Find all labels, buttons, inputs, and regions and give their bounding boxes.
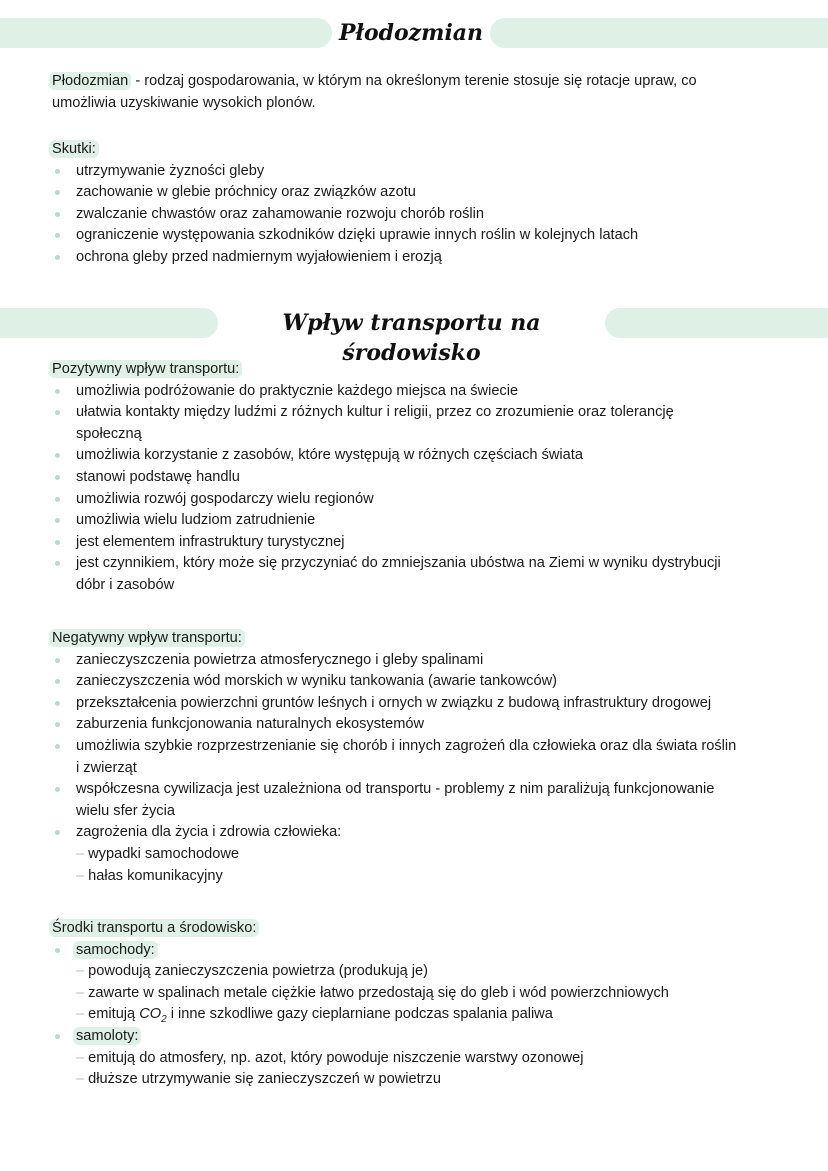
list-item: umożliwia podróżowanie do praktycznie każdego miejsca na świecie: [52, 381, 808, 403]
list-item: umożliwia rozwój gospodarczy wielu regionów: [52, 489, 808, 511]
bullet-icon: [55, 233, 60, 238]
bullet-icon: [55, 948, 60, 953]
positive-label: Pozytywny wpływ transportu:: [49, 360, 242, 378]
sub-item: – zawarte w spalinach metale ciężkie łatwo przedostają się do gleb i wód powierzchniowych: [76, 984, 669, 1001]
list-item: zachowanie w glebie próchnicy oraz związków azotu: [52, 182, 808, 204]
title-bar-left: [0, 18, 332, 48]
co2-formula: $CO_2$: [139, 1006, 167, 1026]
list-item: zanieczyszczenia wód morskich w wyniku tankowania (awarie tankowców): [52, 671, 808, 693]
dash-icon: –: [76, 984, 85, 1001]
bullet-icon: [55, 255, 60, 260]
bullet-icon: [55, 679, 60, 684]
list-item-cont: i zwierząt: [76, 759, 137, 776]
list-item: jest elementem infrastruktury turystycznej: [52, 532, 808, 554]
definition-text-cont: umożliwia uzyskiwanie wysokich plonów.: [52, 94, 316, 111]
sub-item: – hałas komunikacyjny: [76, 867, 223, 884]
bullet-icon: [55, 540, 60, 545]
title-bar-right: [605, 308, 828, 338]
effects-label: Skutki:: [49, 140, 99, 158]
bullet-icon: [55, 561, 60, 566]
bullet-icon: [55, 787, 60, 792]
list-item: zaburzenia funkcjonowania naturalnych ekosystemów: [52, 714, 808, 736]
definition: [52, 71, 808, 114]
list-item: samoloty:: [52, 1026, 808, 1048]
bullet-icon: [55, 410, 60, 415]
list-item: umożliwia wielu ludziom zatrudnienie: [52, 510, 808, 532]
title-bar-right: [490, 18, 828, 48]
dash-icon: –: [76, 963, 85, 980]
positive-list: [52, 359, 808, 597]
dash-icon: –: [76, 845, 85, 862]
list-item: ograniczenie występowania szkodników dzięki uprawie innych roślin w kolejnych latach: [52, 225, 808, 247]
bullet-icon: [55, 212, 60, 217]
title-bar-left: [0, 308, 218, 338]
definition-text: - rodzaj gospodarowania, w którym na określonym terenie stosuje się rotacje upraw, co: [131, 73, 697, 89]
term-highlight: Płodozmian: [49, 72, 131, 90]
list-item: utrzymywanie żyzności gleby: [52, 161, 808, 183]
dash-icon: –: [76, 1006, 85, 1023]
list-item: współczesna cywilizacja jest uzależniona od transportu - problemy z nim paraliżują funkcjonowanie: [52, 779, 808, 801]
list-item: zwalczanie chwastów oraz zahamowanie rozwoju chorób roślin: [52, 204, 808, 226]
bullet-icon: [55, 475, 60, 480]
list-item-cont: wielu sfer życia: [76, 802, 175, 819]
list-item: przekształcenia powierzchni gruntów leśnych i ornych w związku z budową infrastruktury drogowej: [52, 693, 808, 715]
list-item: umożliwia szybkie rozprzestrzenianie się chorób i innych zagrożeń dla człowieka oraz dla świata roślin: [52, 736, 808, 758]
list-item: stanowi podstawę handlu: [52, 467, 808, 489]
bullet-icon: [55, 722, 60, 727]
bullet-icon: [55, 744, 60, 749]
bullet-icon: [55, 830, 60, 835]
bullet-icon: [55, 190, 60, 195]
list-item: zanieczyszczenia powietrza atmosferycznego i gleby spalinami: [52, 650, 808, 672]
negative-list: [52, 628, 808, 887]
effects-list: [52, 139, 808, 269]
list-item: jest czynnikiem, który może się przyczyniać do zmniejszania ubóstwa na Ziemi w wyniku dystrybucji: [52, 553, 808, 575]
bullet-icon: [55, 518, 60, 523]
dash-icon: –: [76, 867, 85, 884]
bullet-icon: [55, 701, 60, 706]
list-item: zagrożenia dla życia i zdrowia człowieka:: [52, 822, 808, 844]
sub-item: – emitują $CO_2$ i inne szkodliwe gazy cieplarniane podczas spalania paliwa: [76, 1006, 553, 1026]
sub-item: – dłuższe utrzymywanie się zanieczyszczeń w powietrzu: [76, 1071, 441, 1088]
bullet-icon: [55, 497, 60, 502]
negative-label: Negatywny wpływ transportu:: [49, 629, 245, 647]
list-item: umożliwia korzystanie z zasobów, które występują w różnych częściach świata: [52, 445, 808, 467]
sub-item: – wypadki samochodowe: [76, 845, 240, 862]
list-item: ochrona gleby przed nadmiernym wyjałowieniem i erozją: [52, 247, 808, 269]
dash-icon: –: [76, 1071, 85, 1088]
sub-item: – emitują do atmosfery, np. azot, który powoduje niszczenie warstwy ozonowej: [76, 1049, 584, 1066]
list-item-cont: społeczną: [76, 425, 142, 442]
bullet-icon: [55, 1034, 60, 1039]
means-label: Środki transportu a środowisko:: [49, 919, 259, 937]
section-title-plodozmian: Płodozmian: [338, 20, 484, 46]
bullet-icon: [55, 453, 60, 458]
section-title-transport: Wpływ transportu na środowisko: [282, 310, 541, 366]
list-item-cont: dóbr i zasobów: [76, 576, 175, 593]
dash-icon: –: [76, 1049, 85, 1066]
bullet-icon: [55, 389, 60, 394]
bullet-icon: [55, 169, 60, 174]
sub-item: – powodują zanieczyszczenia powietrza (produkują je): [76, 963, 429, 980]
bullet-icon: [55, 658, 60, 663]
means-list: [52, 918, 808, 1091]
list-item: ułatwia kontakty między ludźmi z różnych kultur i religii, przez co zrozumienie oraz tolerancję: [52, 402, 808, 424]
list-item: samochody:: [52, 940, 808, 962]
